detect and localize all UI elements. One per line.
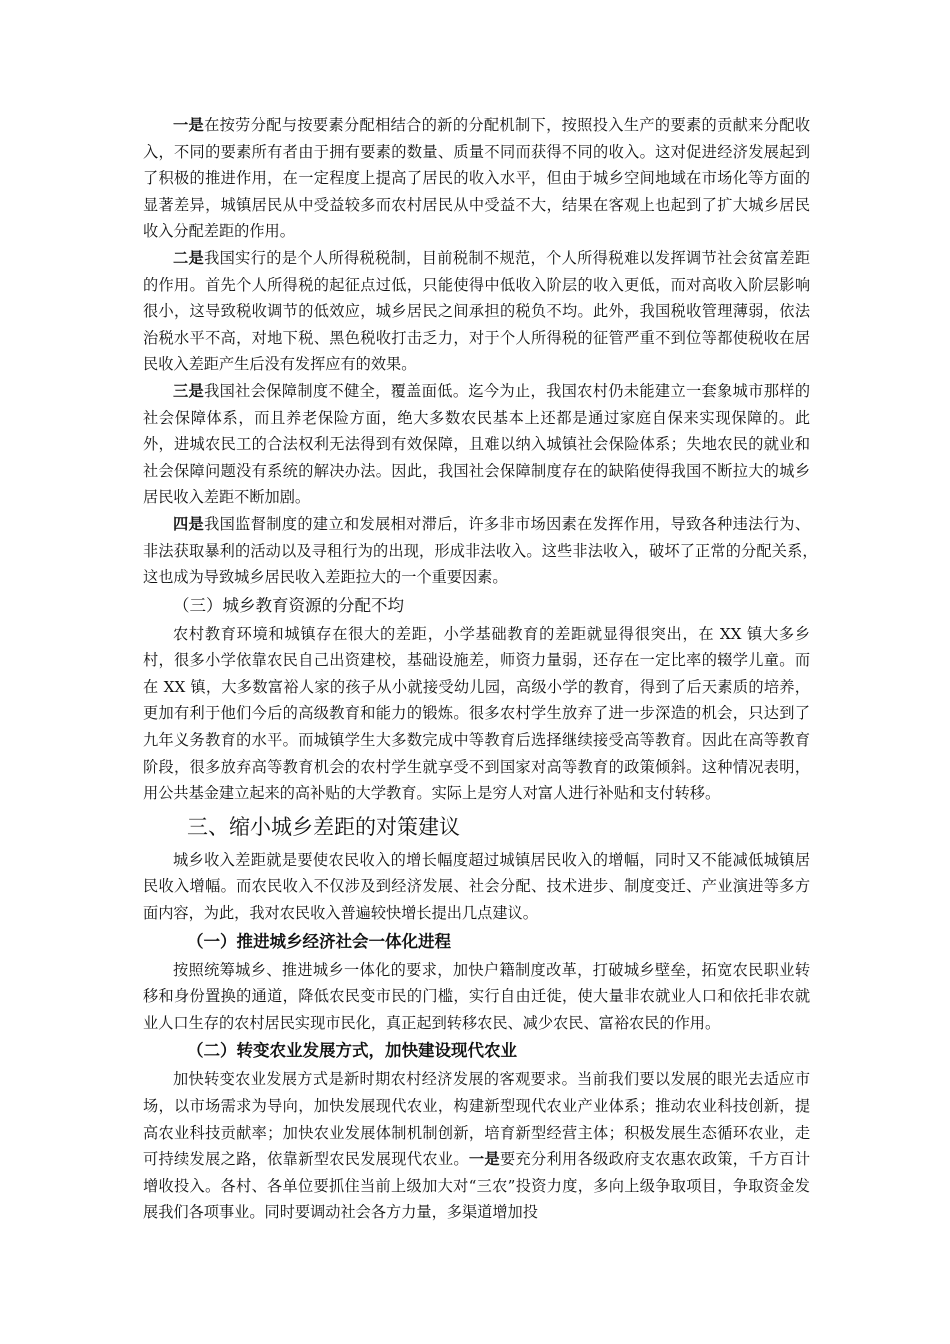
paragraph-text: 要充分利用各级政府支农惠农政策，千方百计增收投入。各村、各单位要抓住当前上级加大对“三农”投资力度，多向上级争取项目，争取资金发展我们各项事业。同时要调动社会各方力量，多渠道增加投 [143,1150,811,1222]
paragraph-education: 农村教育环境和城镇存在很大的差距，小学基础教育的差距就显得很突出，在 XX 镇大多乡村，很多小学依靠农民自己出资建校，基础设施差，师资力量弱，还存在一定比率的辍学儿童。而在 XX 镇，大多数富裕人家的孩子从小就接受幼儿园，高级小学的教育，得到了后天素质的培养，更加有利于他们今后的高级教育和能力的锻炼。很多农村学生放弃了进一步深造的机会，只达到了九年义务教育的水平。而城镇学生大多数完成中等教育后选择继续接受高等教育。因此在高等教育阶段，很多放弃高等教育机会的农村学生就享受不到国家对高等教育的政策倾斜。这种情况表明，用公共基金建立起来的高补贴的大学教育。实际上是穷人对富人进行补贴和支付转移。 [143,624,810,803]
section-heading-agriculture: （二）转变农业发展方式，加快建设现代农业 [187,1041,517,1061]
lead-marker: 三是 [173,381,205,400]
lead-marker: 四是 [173,514,205,533]
lead-marker: 二是 [173,248,205,267]
chapter-heading-suggestions: 三、缩小城乡差距的对策建议 [187,814,460,839]
paragraph-text: 加快转变农业发展方式是新时期农村经济发展的客观要求。当前我们要以发展的眼光去适应市场，以市场需求为导向，加快发展现代农业，构建新型现代农业产业体系；推动农业科技创新，提高农业科技贡献率；加快农业发展体制机制创新，培育新型经营主体；积极发展生态循环农业，走可持续发展之路，依靠新型农民发展现代农业。 [143,1070,810,1169]
paragraph-agriculture [143,1066,810,1226]
section-heading-education: （三）城乡教育资源的分配不均 [173,595,404,615]
paragraph-second-reason [143,245,810,378]
paragraph-first-reason [143,112,810,245]
lead-marker: 一是 [173,116,205,134]
paragraph-text: 我国监督制度的建立和发展相对滞后，许多非市场因素在发挥作用，导致各种违法行为、非法获取暴利的活动以及寻租行为的出现，形成非法收入。这些非法收入，破坏了正常的分配关系， 这也成为导致城乡居民收入差距拉大的一个重要因素。 [143,514,826,587]
paragraph-suggestions-intro: 城乡收入差距就是要使农民收入的增长幅度超过城镇居民收入的增幅，同时又不能减低城镇居民收入增幅。而农民收入不仅涉及到经济发展、社会分配、技术进步、制度变迁、产业演进等多方面内容，为此，我对农民收入普遍较快增长提出几点建议。 [143,850,810,923]
paragraph-fourth-reason [143,511,826,591]
paragraph-text: 我国社会保障制度不健全，覆盖面低。迄今为止，我国农村仍未能建立一套象城市那样的社会保障体系，而且养老保险方面，绝大多数农民基本上还都是通过家庭自保来实现保障的。此外，进城农民工的合法权利无法得到有效保障，且难以纳入城镇社会保险体系；失地农民的就业和社会保障问题没有系统的解决办法。因此，我国社会保障制度存在的缺陷使得我国不断拉大的城乡居民收入差距不断加剧。 [143,381,811,507]
paragraph-text: 我国实行的是个人所得税税制，目前税制不规范，个人所得税难以发挥调节社会贫富差距的作用。首先个人所得税的起征点过低，只能使得中低收入阶层的收入更低，而对高收入阶层影响很小，这导致税收调节的低效应，城乡居民之间承担的税负不均。此外，我国税收管理薄弱，依法治税水平不高，对地下税、黑色税收打击乏力，对于个人所得税的征管严重不到位等都使税收在居民收入差距产生后没有发挥应有的效果。 [143,248,811,374]
paragraph-text: 在按劳分配与按要素分配相结合的新的分配机制下，按照投入生产的要素的贡献来分配收入，不同的要素所有者由于拥有要素的数量、质量不同而获得不同的收入。这对促进经济发展起到了积极的推进作用，在一定程度上提高了居民的收入水平，但由于城乡空间地域在市场化等方面的显著差异，城镇居民从中受益较多而农村居民从中受益不大，结果在客观上也起到了扩大城乡居民收入分配差距的作用。 [143,116,811,241]
paragraph-third-reason [143,378,810,511]
document-page [143,112,826,1226]
section-heading-integration: （一）推进城乡经济社会一体化进程 [187,931,451,951]
paragraph-integration: 按照统筹城乡、推进城乡一体化的要求，加快户籍制度改革，打破城乡壁垒，拓宽农民职业转移和身份置换的通道，降低农民变市民的门槛，实行自由迁徙，使大量非农就业人口和依托非农就业人口生存的农村居民实现市民化，真正起到转移农民、减少农民、富裕农民的作用。 [143,960,810,1032]
lead-marker: 一是 [468,1150,500,1169]
